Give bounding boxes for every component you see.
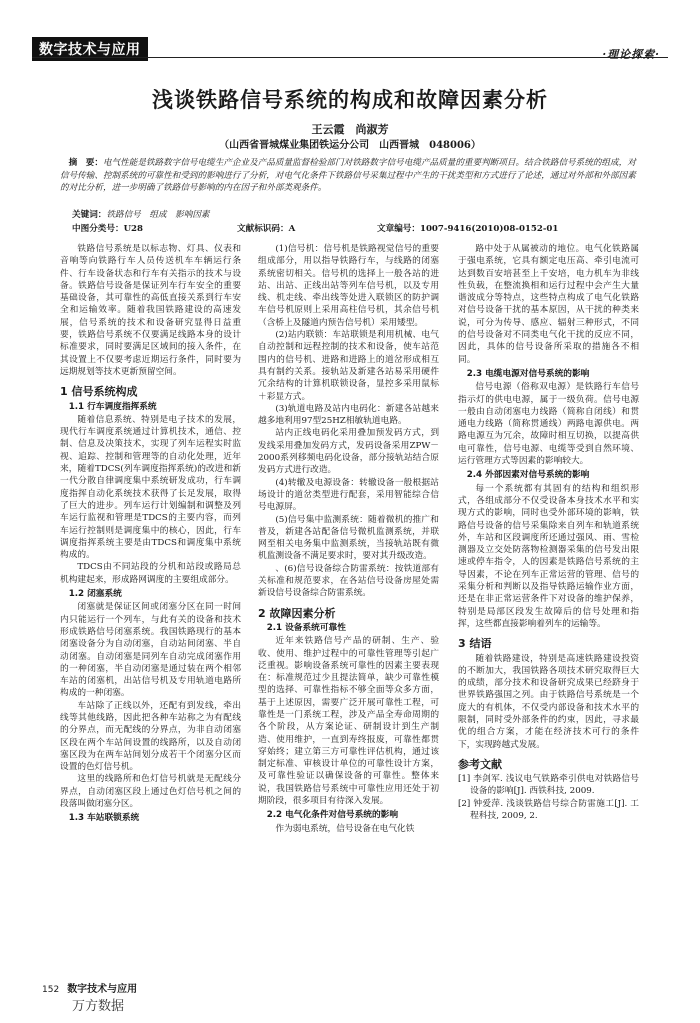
column-1 [60, 243, 241, 826]
authors: 王云霞 尚淑芳 [311, 123, 389, 136]
paragraph: 随着铁路建设，特别是高速铁路建设投资的不断加大，我国铁路各项技术研究取得巨大的成绩，部分技术和设备研究成果已经跻身于世界铁路强国之列。由于铁路信号系统是一个庞大的有机体，不仅受内部设备和技术水平的限制，同时受外部条件的约束，因此，寻求最优的组合方案，才能在经济技术可行的条件下，实现跨越式发展。 [458, 653, 639, 750]
footer-journal-name: 数字技术与应用 [67, 984, 138, 995]
paragraph: 、(6)信号设备综合防雷系统：按铁道部有关标准和规范要求，在各站信号设备房屋处需新设信号设备综合防雷系统。 [258, 563, 439, 599]
intro-paragraph: 铁路信号系统是以标志物、灯具、仪表和音响等向铁路行车人员传送机车车辆运行条件、行车设备状态和行车有关指示的技术与设备。铁路信号设备是保证列车行车安全的重要基础设备，其可靠性的高低直接关系到行车安全和运输效率。随着我国铁路建设的高速发展，信号系统的技术和设备研究显得日益重要，铁路信号系统不仅要满足线路本身的设计标准要求，同时要满足区域间的接入条件，在其设置上不仅要考虑近期运行条件，同时要为远期规划等技术更新预留空间。 [60, 244, 241, 377]
paragraph: TDCS由不同站段的分机和站段或路局总机构建起来，形成路网调度的主要组成部分。 [60, 562, 241, 585]
column-label: ·理论探索· [602, 48, 660, 61]
abstract-label: 摘 要： [68, 158, 103, 168]
page-footer [42, 980, 137, 995]
keywords [72, 208, 210, 220]
article-number: 文章编号：1007-9416(2010)08-0152-01 [377, 224, 559, 234]
paragraph: (2)站内联锁：车站联锁是利用机械、电气自动控制和远程控制的技术和设备，使车站范围内的信号机、进路和进路上的道岔形成相互具有制约关系。接轨站及新建各站易采用硬件冗余结构的计算机联锁设备，显控多采用鼠标＋彩显方式。 [258, 330, 439, 402]
paragraph: (1)信号机：信号机是铁路视觉信号的重要组成部分，用以指导铁路行车，与线路的闭塞系统密切相关。信号机的选择上一般各站的进站、出站、正线出站等列车信号机，以及专用线、机走线、牵出线等处进入联锁区的防护调车信号机原则上采用高柱信号机，其余信号机（含桥上及隧道内预告信号机）采用矮型。 [258, 244, 439, 328]
clc-number: 中图分类号：U28 [72, 224, 144, 234]
paragraph: (4)转辙及电源设备：转辙设备一般根据站场设计的道岔类型进行配套，采用智能综合信号电源屏。 [258, 477, 439, 513]
paragraph: 作为弱电系统，信号设备在电气化铁 [275, 823, 415, 834]
subsection-heading: 1.3 车站联锁系统 [68, 813, 140, 824]
article-title: 浅谈铁路信号系统的构成和故障因素分析 [152, 87, 548, 112]
subsection-heading: 2.2 电气化条件对信号系统的影响 [266, 810, 399, 821]
subsection-heading: 2.1 设备系统可靠性 [266, 622, 346, 633]
page-number: 152 [42, 985, 60, 995]
subsection-heading: 1.2 闭塞系统 [68, 589, 122, 600]
wanfang-watermark: 万方数据 [72, 999, 125, 1014]
paragraph: 信号电源（俗称双电源）是铁路行车信号指示灯的供电电源，属于一级负荷。信号电源一般由自动闭塞电力线路（简称自闭线）和贯通电力线路（简称贯通线）两路电源供电。两路电源互为冗余，故障时相互切换，以提高供电可靠性，信号电源、电缆等受到自然环境、运行管理方式等因素的影响较大。 [458, 382, 639, 467]
abstract [60, 157, 640, 195]
paragraph: 这里的线路所和色灯信号机就是无配线分界点，自动闭塞区段上通过色灯信号机之间的段落叫做闭塞分区。 [60, 774, 241, 810]
paragraph: 站内正线电码化采用叠加预发码方式，到发线采用叠加发码方式，发码设备采用ZPW－2000系列移频电码化设备，部分接轨站结合原发码方式进行改造。 [258, 428, 439, 476]
paragraph: 每一个系统都有其固有的结构和组织形式，各组成部分不仅受设备本身技术水平和实现方式的影响，同时也受外部环境的影响，铁路信号设备的信号采集除来自列车和轨道系统外，车站和区段调度所还通过强风、雨、雪检测器及立交处防落物检测器采集的信号发出限速或停车指令，人的因素是铁路信号系统的主导因素，不论在列车正常运营的管理、信号的采集分析和判断以及指导铁路运输作业方面，还是在非正常运营条件下对设备的维护保养，特别是局部区段发生故障后的信号处理和指挥，这些都直接影响着列车的运输等。 [458, 483, 639, 629]
affiliation: （山西省晋城煤业集团铁运分公司 山西晋城 048006） [219, 140, 481, 151]
article-meta [72, 222, 640, 234]
keywords-text: 铁路信号 组成 影响因素 [106, 210, 210, 220]
section-heading: 2 故障因素分析 [258, 606, 336, 620]
paragraph: 近年来铁路信号产品的研制、生产、验收、使用、维护过程中的可靠性管理等引起广泛重视。影响设备系统可靠性的因素主要表现在：标准规范过少且提法简单，缺少可靠性模型的选择、可靠性指标不够全面等众多方面，基于上述原因，需要广泛开展可靠性工程，可靠性是一门系统工程，涉及产品全寿命周期的各个阶段，从方案论证、研制设计到生产制造、使用维护，一直到寿终报废，可靠性都贯穿始终；建立第三方可靠性评估机构，通过该制定标准、审核设计单位的可靠性设计方案，及可靠性验证以确保设备的可靠性。整体来说，我国铁路信号系统中可靠性应用还处于初期阶段，很多项目有待深入发展。 [258, 636, 439, 807]
keywords-label: 关键词： [72, 210, 107, 220]
reference-item: [1] 李剑军. 浅议电气铁路牵引供电对铁路信号设备的影响[J]. 西铁科技, 2009. [458, 774, 639, 797]
section-heading: 1 信号系统构成 [60, 385, 138, 399]
column-3 [458, 243, 639, 822]
document-code: 文献标识码：A [237, 224, 296, 234]
section-heading: 3 结语 [458, 637, 492, 651]
paragraph: 车站除了正线以外，还配有到发线，牵出线等其他线路，因此把各种车站称之为有配线的分界点，而无配线的分界点，为非自动闭塞区段在两个车站间设置的线路所，以及自动闭塞区段为在两车站间划分成若干个闭塞分区而设置的色灯信号机。 [60, 700, 241, 773]
subsection-heading: 1.1 行车调度指挥系统 [68, 401, 157, 412]
abstract-text: 电气性能是铁路数字信号电缆生产企业及产品质量监督检验部门对铁路数字信号电缆产品质量的重要判断项目。结合铁路信号系统的组成，对信号传输、控制系统的可靠性和受到的影响进行了分析，对电气化条件下铁路信号采集过程中产生的干扰类型和方式进行了论述，通过对外部和外部因素的对比分析，进一步明确了铁路信号影响的内在因子和外部类观条件。 [60, 158, 636, 194]
reference-item: [2] 钟爱萍. 浅谈铁路信号综合防雷施工[J]. 工程科技, 2009, 2. [458, 798, 639, 822]
references-heading: 参考文献 [458, 757, 502, 771]
paragraph: 随着信息系统、特别是电子技术的发展，现代行车调度系统通过计算机技术，通信、控制、信息及决策技术，实现了列车运程实时监视、追踪、控制和管理等的自动化处理，近年来，随着TDCS(列车调度指挥系统)的改进和新一代分散自律调度集中系统研发成功，行车调度指挥自动化系统技术获得了长足发展，取得了巨大的进步。列车运行计划编制和调整及列车运行监视和管理是TDCS的主要内容，而列车运行控制则是调度集中的核心，因此，行车调度指挥系统主要是由TDCS和调度集中系统构成的。 [60, 414, 241, 561]
paragraph: (5)信号集中监测系统：随着微机的推广和普及，新建各站配备信号微机监测系统，并联网至相关电务集中监测系统，当接轨站既有微机监测设备不满足要求时，要对其升级改造。 [258, 514, 439, 562]
journal-tag: 数字技术与应用 [32, 37, 148, 61]
header-rule [32, 57, 668, 58]
subsection-heading: 2.3 电缆电源对信号系统的影响 [466, 368, 590, 379]
paragraph: 闭塞就是保证区间或闭塞分区在同一时间内只能运行一个列车，与此有关的设备和技术形成铁路信号闭塞系统。我国铁路现行的基本闭塞设备分为自动闭塞，自动站间闭塞、半自动闭塞。自动闭塞是同列车自动完成闭塞作用的一种闭塞，半自动闭塞是通过装在两个相邻车站的闭塞机，出站信号机及专用轨道电路所构成的一种闭塞。 [60, 602, 241, 699]
subsection-heading: 2.4 外部因素对信号系统的影响 [466, 470, 590, 481]
paragraph: 路中处于从属被动的地位。电气化铁路属于强电系统，它具有额定电压高、牵引电流可达到数百安培甚至上千安培，电力机车为非线性负载，在整流换相和运行过程中会产生大量谐波成分等特点，这些特点构成了电气化铁路对信号设备干扰的基本原因，从干扰的种类来说，可分为传导、感应、辐射三种形式，不同的信号设备对不同类电气化干扰的反应不同，因此，具体的信号设备所采取的措施各不相同。 [458, 244, 639, 365]
column-2 [258, 243, 439, 835]
paragraph: (3)轨道电路及站内电码化：新建各站越来越多地利用97型25HZ相敏轨道电路。 [258, 403, 439, 427]
